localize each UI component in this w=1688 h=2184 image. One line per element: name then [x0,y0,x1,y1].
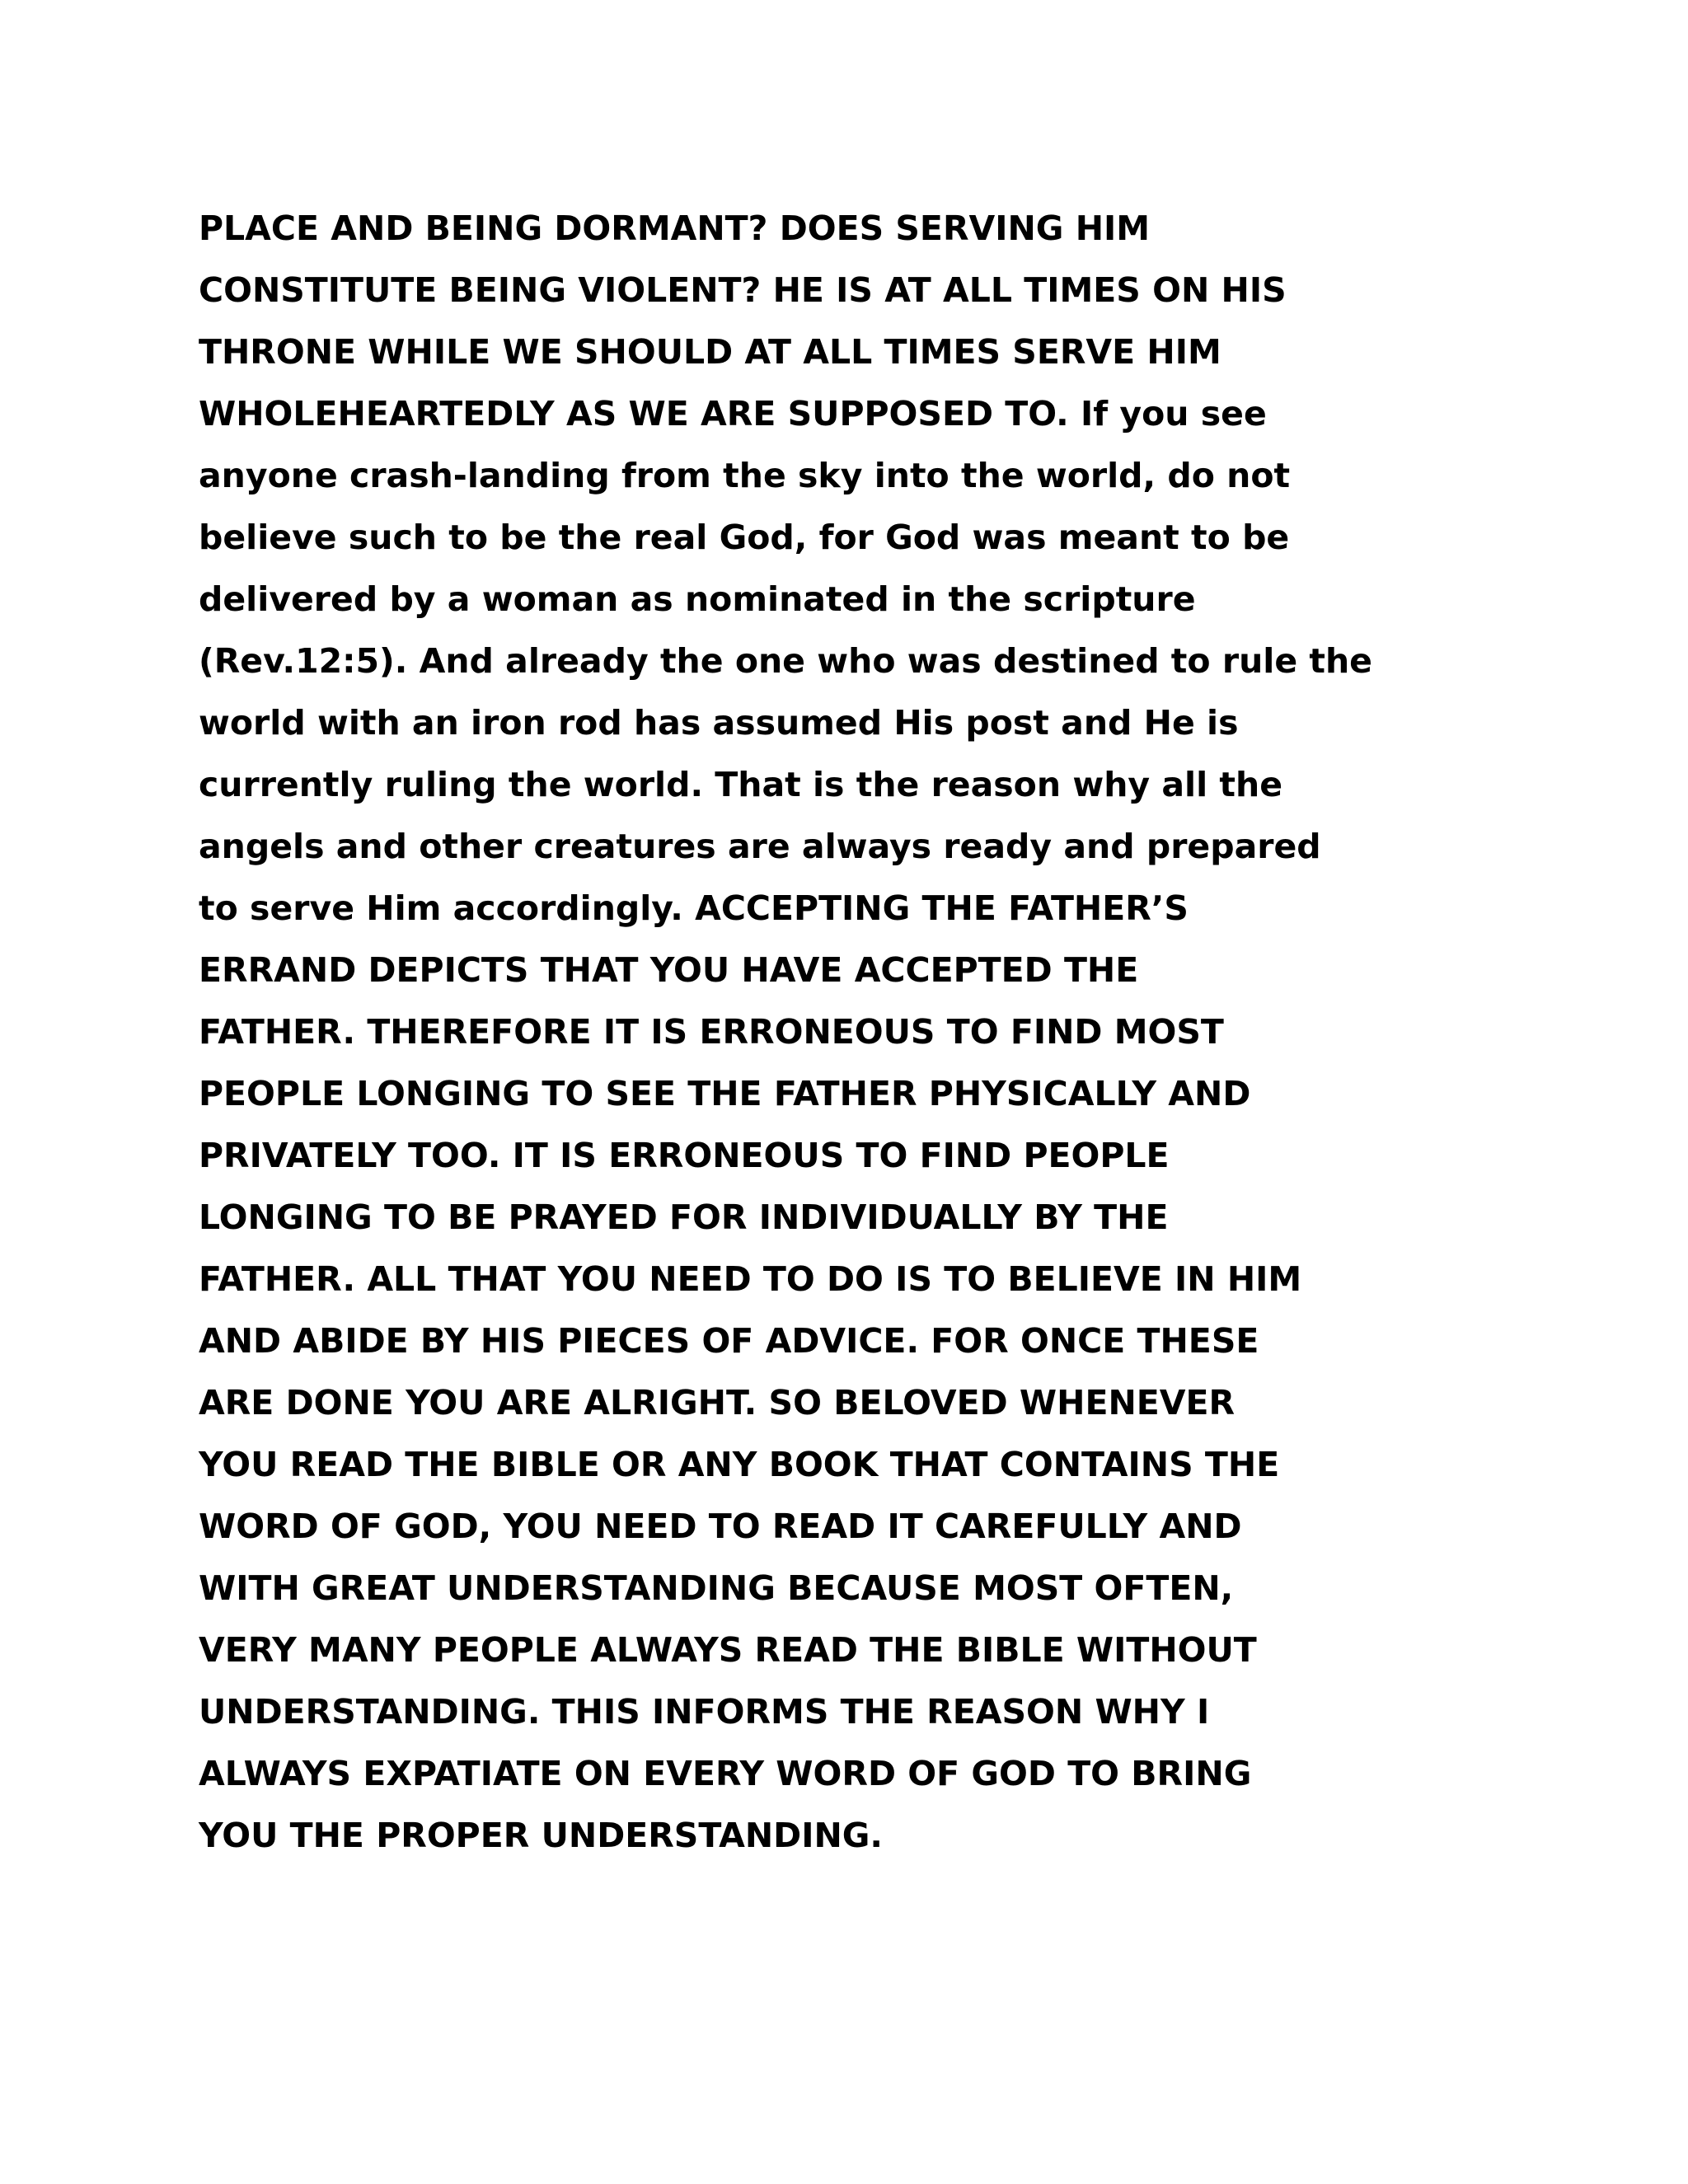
text-line: believe such to be the real God, for God was meant to be [199,518,1290,557]
text-line: PRIVATELY TOO. IT IS ERRONEOUS TO FIND PEOPLE [199,1136,1170,1175]
text-line: (Rev.12:5). And already the one who was destined to rule the [199,641,1372,681]
text-line: WORD OF GOD, YOU NEED TO READ IT CAREFULLY AND [199,1507,1242,1546]
text-line: FATHER. THEREFORE IT IS ERRONEOUS TO FIND MOST [199,1012,1224,1052]
text-line: PEOPLE LONGING TO SEE THE FATHER PHYSICALLY AND [199,1074,1251,1113]
text-line: WITH GREAT UNDERSTANDING BECAUSE MOST OFTEN, [199,1568,1234,1608]
text-line: YOU READ THE BIBLE OR ANY BOOK THAT CONTAINS THE [199,1445,1280,1484]
text-line: CONSTITUTE BEING VIOLENT? HE IS AT ALL TIMES ON HIS [199,270,1287,310]
text-line: UNDERSTANDING. THIS INFORMS THE REASON WHY I [199,1692,1210,1732]
text-line: angels and other creatures are always ready and prepared [199,827,1321,866]
text-line: VERY MANY PEOPLE ALWAYS READ THE BIBLE WITHOUT [199,1630,1257,1670]
text-line: ALWAYS EXPATIATE ON EVERY WORD OF GOD TO BRING [199,1754,1252,1793]
text-line: world with an iron rod has assumed His post and He is [199,703,1239,743]
text-line: delivered by a woman as nominated in the scripture [199,579,1196,619]
text-line: anyone crash-landing from the sky into the world, do not [199,456,1291,495]
text-line: FATHER. ALL THAT YOU NEED TO DO IS TO BELIEVE IN HIM [199,1259,1302,1299]
text-line: WHOLEHEARTEDLY AS WE ARE SUPPOSED TO. If you see [199,394,1267,434]
text-line: ARE DONE YOU ARE ALRIGHT. SO BELOVED WHENEVER [199,1383,1236,1422]
text-line: PLACE AND BEING DORMANT? DOES SERVING HIM [199,209,1151,248]
text-line: to serve Him accordingly. ACCEPTING THE FATHER’S [199,888,1189,928]
text-line: THRONE WHILE WE SHOULD AT ALL TIMES SERVE HIM [199,332,1221,372]
body-text [199,198,1517,1867]
text-line: currently ruling the world. That is the reason why all the [199,765,1283,804]
text-line: AND ABIDE BY HIS PIECES OF ADVICE. FOR ONCE THESE [199,1321,1259,1361]
text-line: YOU THE PROPER UNDERSTANDING. [199,1816,883,1855]
text-line: ERRAND DEPICTS THAT YOU HAVE ACCEPTED THE [199,950,1139,990]
text-line: LONGING TO BE PRAYED FOR INDIVIDUALLY BY THE [199,1197,1169,1237]
